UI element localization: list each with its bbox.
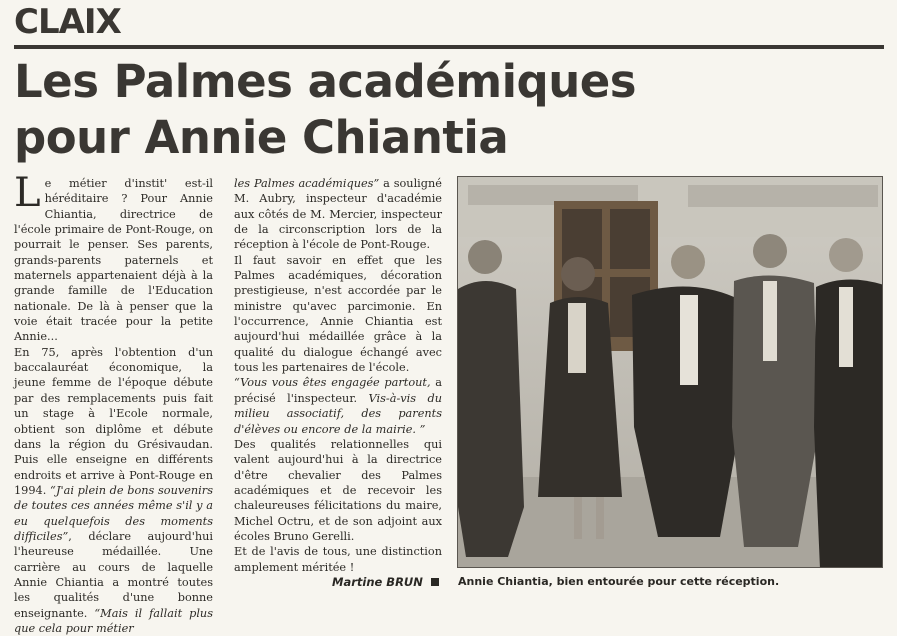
paragraph: Il faut savoir en effet que les Palmes académiques, décoration prestigieuse, n'est accordée par le ministre qu'avec parcimonie. En l'occurrence, Annie Chiantia est aujourd'hui médaillée grâce à la qualité du dialogue échangé avec tous les partenaires de l'école.: [234, 253, 442, 375]
article-headline: [14, 54, 874, 166]
paragraph-text: a précisé l'inspecteur.: [234, 376, 442, 405]
paragraph: [234, 176, 442, 253]
paragraph: [234, 375, 442, 436]
article-column-1: [14, 170, 214, 636]
paragraph: [14, 170, 213, 345]
drop-cap: L: [14, 170, 41, 216]
headline-line-1: Les Palmes académiques: [14, 55, 637, 108]
header-rule: [14, 45, 884, 49]
paragraph: [14, 345, 213, 636]
end-square-icon: [431, 578, 439, 586]
paragraph: Des qualités relationnelles qui valent aujourd'hui à la directrice d'être chevalier des Palmes académiques et de recevoir les chaleureuses félicitations du maire, Michel Octru, et de son adjoint aux écoles Bruno Gerelli.: [234, 437, 442, 543]
quote-text: “Mais il fallait plus que cela pour métier: [14, 606, 214, 635]
quote-text: Vis-à-vis du milieu associatif, des parents d'élèves ou encore de la mairie. ”: [234, 391, 442, 436]
section-kicker: CLAIX: [14, 2, 121, 42]
paragraph-text: a souligné M. Aubry, inspecteur d'académie aux côtés de M. Mercier, inspecteur de la circonscription lors de la réception à l'école de Pont-Rouge.: [234, 177, 442, 252]
author-name: Martine BRUN: [332, 575, 423, 589]
quote-text: “Vous vous êtes engagée partout,: [234, 376, 431, 390]
paragraph-text: , déclare aujourd'hui l'heureuse médaillée. Une carrière au cours de laquelle Annie Chiantia a montré toutes les qualités d'une bonne enseignante.: [14, 529, 213, 620]
group-photo-icon: [458, 177, 883, 568]
article-photo: [457, 176, 883, 568]
paragraph: Et de l'avis de tous, une distinction amplement méritée !: [234, 545, 442, 574]
quote-text: les Palmes académiques”: [234, 177, 380, 190]
photo-caption: Annie Chiantia, bien entourée pour cette réception.: [458, 575, 780, 588]
paragraph-text: En 75, après l'obtention d'un baccalauréat économique, la jeune femme de l'époque débute par des remplacements puis fait un stage à l'Ecole normale, obtient son diplôme et débute dans la région du Grésivaudan. Puis elle enseigne en différents endroits et arrive à Pont-Rouge en 1994.: [14, 345, 213, 497]
article-column-2: [234, 176, 442, 575]
headline-line-2: pour Annie Chiantia: [14, 111, 509, 164]
quote-text: “J'ai plein de bons souvenirs de toutes ces années même s'il y a eu quelquefois des moments difficiles”: [14, 483, 213, 543]
author-byline: [332, 575, 439, 589]
paragraph-text: e métier d'instit' est-il héréditaire ? Pour Annie Chiantia, directrice de l'école primaire de Pont-Rouge, on pourrait le penser. Ses parents, grands-parents paternels et maternels appartenaient déjà à la grande famille de l'Education nationale. De là à penser que la voie était tracée pour la petite Annie...: [14, 177, 213, 344]
